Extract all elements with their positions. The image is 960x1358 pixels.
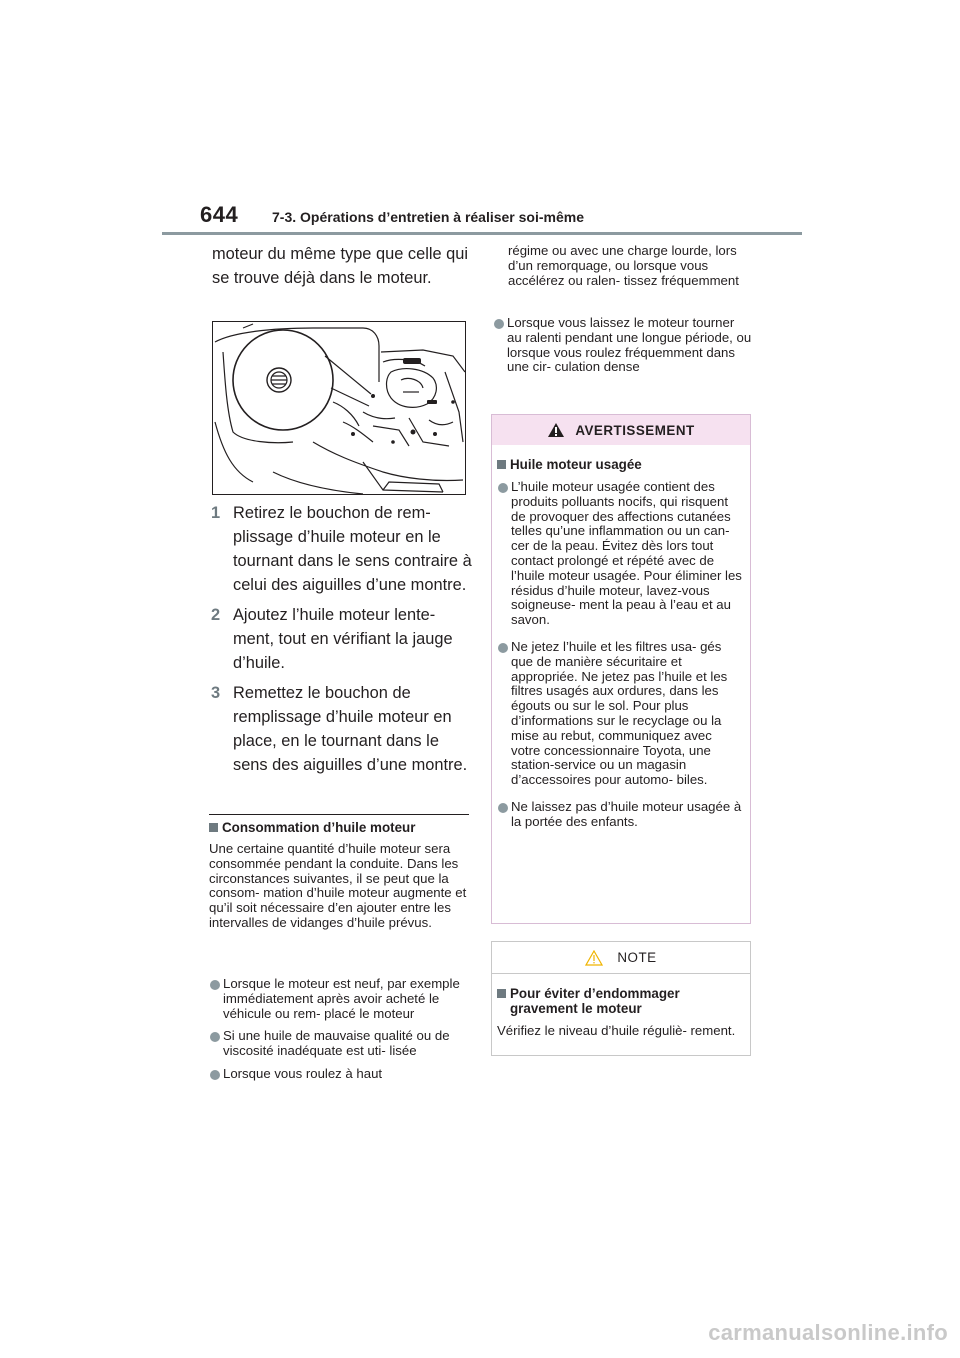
note-text: Vérifiez le niveau d’huile réguliè- rement. (497, 1023, 736, 1038)
warning-header (492, 415, 750, 445)
note-body (492, 974, 750, 1039)
square-bullet-icon (209, 823, 218, 832)
subsection-body: Une certaine quantité d’huile moteur sera consommée pendant la conduite. Dans les circonstances suivantes, il se peut que la consom- mation d’huile moteur augmente et qu’il soit nécessaire d’en ajouter entre les intervalles de vidanges d’huile prévus. (209, 841, 467, 930)
consumption-bullets (209, 977, 471, 1090)
list-item (497, 800, 744, 830)
list-item (209, 1029, 471, 1059)
note-header (492, 942, 750, 974)
step-number: 3 (211, 684, 221, 702)
list-item-text: L’huile moteur usagée contient des produits polluants nocifs, qui risquent de provoquer des affections cutanées telles qu’une inflammation ou un can- cer de la peau. Évitez dès lors tout contact prolongé et répété avec de l’huile moteur usagée. Pour éliminer les résidus d’huile moteur, lavez-vous soigneuse- ment la peau à l’eau et au savon. (511, 479, 742, 628)
step-item (211, 603, 473, 675)
step-text: Remettez le bouchon de remplissage d’huile moteur en place, en le tournant dans le sens des aiguilles d’une montre. (233, 684, 468, 774)
step-item (211, 681, 473, 777)
square-bullet-icon (497, 989, 506, 998)
list-item (497, 640, 744, 788)
steps-list (211, 501, 473, 783)
round-bullet-icon (494, 319, 504, 329)
note-heading-text: Pour éviter d’endommager gravement le moteur (510, 986, 680, 1016)
square-bullet-icon (497, 460, 506, 469)
subsection-heading-text: Consommation d’huile moteur (222, 820, 416, 835)
round-bullet-icon (210, 980, 220, 990)
engine-illustration (212, 321, 466, 495)
round-bullet-icon (210, 1032, 220, 1042)
list-item-text: Ne laissez pas d’huile moteur usagée à la portée des enfants. (511, 798, 742, 829)
warning-title: AVERTISSEMENT (575, 422, 695, 438)
round-bullet-icon (498, 483, 508, 493)
round-bullet-icon (498, 803, 508, 813)
caution-triangle-icon (585, 950, 603, 966)
list-item (497, 480, 744, 628)
continued-text: régime ou avec une charge lourde, lors d’un remorquage, ou lorsque vous accélérez ou ralen- tissez fréquemment (508, 243, 739, 288)
warning-heading-text: Huile moteur usagée (510, 457, 642, 472)
note-heading (497, 986, 744, 1016)
round-bullet-icon (210, 1070, 220, 1080)
list-item (493, 316, 752, 375)
step-text: Ajoutez l’huile moteur lente- ment, tout en vérifiant la jauge d’huile. (233, 606, 453, 672)
warning-body (492, 445, 750, 830)
list-item-text: Ne jetez l’huile et les filtres usa- gés que de manière sécuritaire et appropriée. Ne jetez pas l’huile et les filtres usagés aux ordures, dans les égouts ou sur le sol. Pour plus d’informations sur le recyclage ou la mise au rebut, communiquez avec votre concessionnaire Toyota, une station-service ou un magasin d’accessoires pour automo- biles. (511, 638, 728, 788)
list-item (209, 1067, 471, 1082)
step-number: 1 (211, 504, 221, 522)
section-title: 7-3. Opérations d’entretien à réaliser soi-même (272, 209, 585, 225)
step-text: Retirez le bouchon de rem- plissage d’huile moteur en le tournant dans le sens contraire à celui des aiguilles d’une montre. (233, 504, 472, 594)
step-number: 2 (211, 606, 221, 624)
list-item (209, 977, 471, 1021)
round-bullet-icon (498, 643, 508, 653)
engine-illustration-drawing (213, 322, 466, 495)
warning-box (491, 414, 751, 924)
watermark: carmanualsonline.info (708, 1320, 948, 1345)
subsection-divider (209, 814, 469, 815)
list-item-text: Si une huile de mauvaise qualité ou de viscosité inadéquate est uti- lisée (223, 1028, 450, 1059)
list-item-text: Lorsque vous roulez à haut (223, 1065, 383, 1081)
list-item-text: Lorsque vous laissez le moteur tourner au ralenti pendant une longue période, ou lorsque vous roulez fréquemment dans une cir- culation dense (507, 315, 752, 375)
subsection-heading (209, 820, 471, 835)
note-box (491, 941, 751, 1056)
right-bullets (493, 316, 752, 383)
warning-triangle-icon (547, 422, 565, 438)
warning-heading (497, 457, 744, 472)
header-rule (162, 232, 802, 235)
page-number: 644 (200, 202, 239, 227)
note-title: NOTE (617, 950, 657, 965)
list-item-text: Lorsque le moteur est neuf, par exemple immédiatement après avoir acheté le véhicule ou rem- placé le moteur (223, 976, 460, 1021)
intro-paragraph: moteur du même type que celle qui se trouve déjà dans le moteur. (212, 245, 469, 287)
step-item (211, 501, 473, 597)
